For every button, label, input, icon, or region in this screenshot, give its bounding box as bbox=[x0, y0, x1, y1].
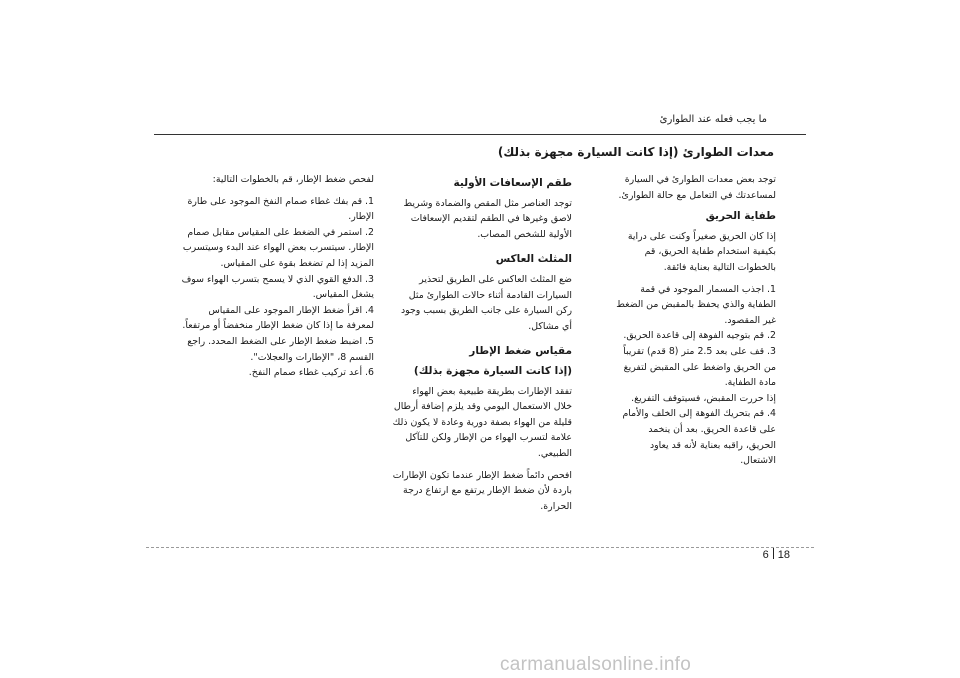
tire-check-steps bbox=[178, 194, 374, 381]
list-item: 6. أعد تركيب غطاء صمام النفخ. bbox=[248, 367, 374, 379]
tire-gauge-body: تفقد الإطارات بطريقة طبيعية بعض الهواء خلال الاستعمال اليومي وقد يلزم إضافة أرطال قليلة من الهواء بصفة دورية وعادة لا يكون ذلك علامة لتسرب الهواء من الإطار ولكن للتآكل الطبيعي. bbox=[392, 385, 572, 459]
intro-paragraph: توجد بعض معدات الطوارئ في السيارة لمساعدتك في التعامل مع حالة الطوارئ. bbox=[618, 174, 776, 201]
list-item: 2. استمر في الضغط على المقياس مقابل صمام الإطار. سيتسرب بعض الهواء عند البدء وسيتسرب المزيد إذا لم تضغط بقوة على المقياس. bbox=[182, 226, 374, 269]
chapter-number: 6 bbox=[762, 549, 769, 561]
running-header: ما يجب فعله عند الطوارئ bbox=[659, 114, 767, 125]
watermark: carmanualsonline.info bbox=[500, 654, 692, 675]
tire-gauge-heading: مقياس ضغط الإطار bbox=[469, 345, 572, 358]
warning-triangle-body: ضع المثلث العاكس على الطريق لتحذير السيارات القادمة أثناء حالات الطوارئ مثل ركن السيارة على جانب الطريق بسبب وجود أي مشاكل. bbox=[400, 273, 572, 332]
first-aid-heading: طقم الإسعافات الأولية bbox=[453, 177, 572, 189]
page-number bbox=[763, 548, 790, 561]
fire-extinguisher-body: إذا كان الحريق صغيراً وكنت على دراية بكيفية استخدام طفاية الحريق، قم بالخطوات التالية بعناية فائقة. bbox=[627, 230, 776, 273]
middle-column bbox=[392, 172, 572, 520]
tire-gauge-subheading: (إذا كانت السيارة مجهزة بذلك) bbox=[413, 364, 572, 377]
page-number-value: 18 bbox=[777, 549, 790, 561]
list-item: 5. اضبط ضغط الإطار على الضغط المحدد. راجع القسم 8، "الإطارات والعجلات". bbox=[187, 335, 374, 363]
list-item: 3. قف على بعد 2.5 متر (8 قدم) تقريباً من الحريق واضغط على المقبض لتفريغ مادة الطفاية. bbox=[623, 345, 776, 389]
list-item: 1. قم بفك غطاء صمام النفخ الموجود على طارة الإطار. bbox=[187, 195, 374, 223]
first-aid-body: توجد العناصر مثل المقص والضمادة وشريط لاصق وغيرها في الطقم لتقديم الإسعافات الأولية للشخص المصاب. bbox=[403, 197, 572, 240]
warning-triangle-heading: المثلث العاكس bbox=[495, 253, 572, 266]
fire-extinguisher-heading: طفاية الحريق bbox=[705, 210, 776, 223]
tire-gauge-note: افحص دائماً ضغط الإطار عندما تكون الإطارات باردة لأن ضغط الإطار يرتفع مع ارتفاع درجة الحرارة. bbox=[392, 469, 572, 512]
list-item: 2. قم بتوجيه الفوهة إلى قاعدة الحريق. bbox=[623, 330, 776, 342]
fire-extinguisher-steps bbox=[616, 282, 776, 469]
list-item: 4. اقرأ ضغط الإطار الموجود على المقياس لمعرفة ما إذا كان ضغط الإطار منخفضاً أو مرتفعاً. bbox=[182, 304, 374, 332]
footer-divider bbox=[146, 547, 814, 548]
list-item: 3. الدفع القوي الذي لا يسمح بتسرب الهواء سوف يشغل المقياس. bbox=[181, 273, 374, 301]
right-column bbox=[616, 172, 776, 469]
list-item: 4. قم بتحريك الفوهة إلى الخلف والأمام على قاعدة الحريق. بعد أن ينخمد الحريق، راقبه بعناية لأنه قد يعاود الاشتعال. bbox=[622, 408, 776, 467]
list-item: 1. اجذب المسمار الموجود في قمة الطفاية والذي يحفظ بالمقبض من الضغط غير المقصود. bbox=[616, 283, 776, 326]
section-title: معدات الطوارئ (إذا كانت السيارة مجهزة بذلك) bbox=[497, 145, 774, 159]
list-item: إذا حررت المقبض، فسيتوقف التفريغ. bbox=[631, 392, 776, 404]
tire-check-intro: لفحص ضغط الإطار، قم بالخطوات التالية: bbox=[212, 174, 374, 185]
left-column bbox=[178, 172, 374, 381]
header-divider bbox=[154, 134, 806, 135]
page-separator bbox=[773, 548, 774, 559]
